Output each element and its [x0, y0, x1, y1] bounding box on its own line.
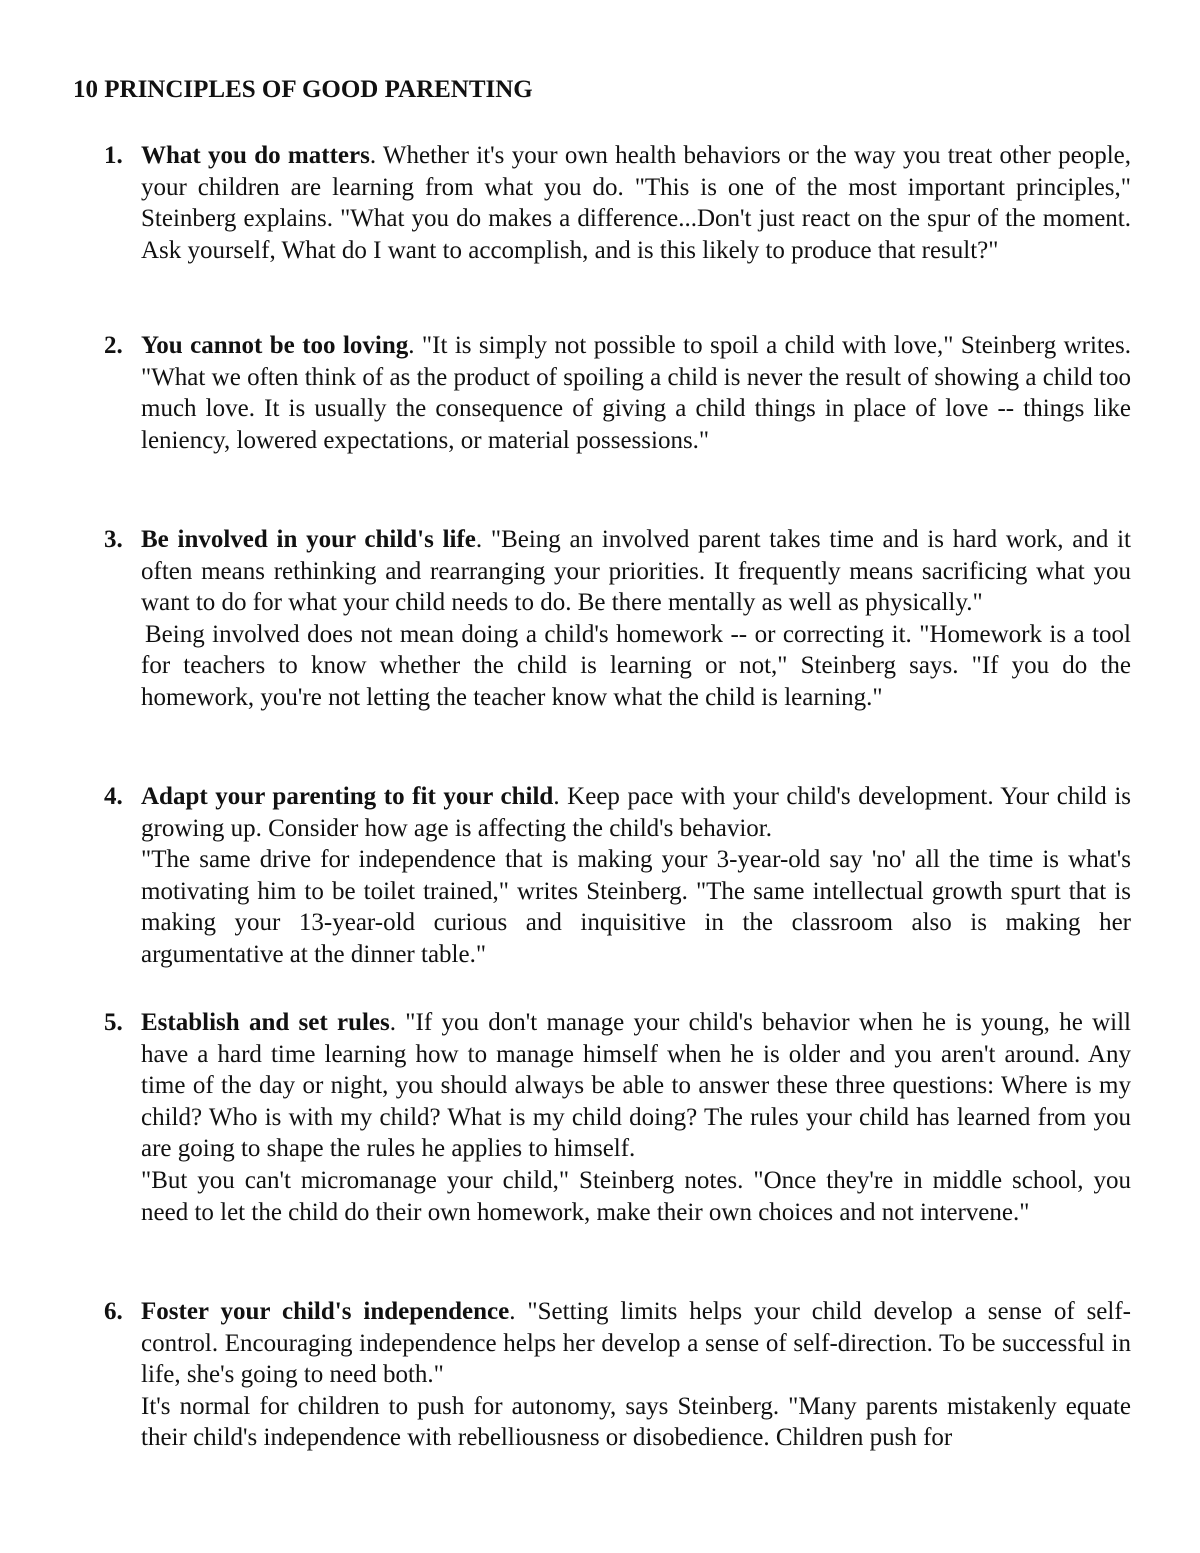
- item-continuation: Being involved does not mean doing a child's homework -- or correcting it. "Homework is a tool for teachers to know whether the child is learning or not," Steinberg says. "If you do the homework, you're not letting the teacher know what the child is learning.": [141, 620, 1131, 711]
- item-paragraph: [141, 1296, 1131, 1391]
- document-title: 10 PRINCIPLES OF GOOD PARENTING: [73, 76, 533, 103]
- item-paragraph: [141, 140, 1131, 266]
- item-body: . "Being an involved parent takes time and is hard work, and it often means rethinking and rearranging your priorities. It frequently means sacrificing what you want to do for what your child needs to do. Be there mentally as well as physically.": [141, 526, 1131, 617]
- item-paragraph: [141, 524, 1131, 619]
- item-paragraph: [141, 1007, 1131, 1165]
- item-body: . Keep pace with your child's development. Your child is growing up. Consider how age is affecting the child's behavior.: [141, 783, 1131, 842]
- item-heading: Foster your child's independence: [141, 1298, 510, 1325]
- item-continuation: "But you can't micromanage your child," Steinberg notes. "Once they're in middle school, you need to let the child do their own homework, make their own choices and not intervene.": [141, 1166, 1131, 1226]
- item-body: . Whether it's your own health behaviors or the way you treat other people, your children are learning from what you do. "This is one of the most important principles," Steinberg explains. "What you do makes a difference...Don't just react on the spur of the moment. Ask yourself, What do I want to accomplish, and is this likely to produce that result?": [141, 142, 1131, 264]
- item-number: 6.: [104, 1298, 123, 1325]
- item-text: [141, 1007, 1131, 1228]
- item-number: 4.: [104, 783, 123, 810]
- item-number: 2.: [104, 332, 123, 359]
- item-heading: Establish and set rules: [141, 1009, 390, 1036]
- item-continuation: It's normal for children to push for autonomy, says Steinberg. "Many parents mistakenly equate their child's independence with rebelliousness or disobedience. Children push for: [141, 1392, 1131, 1452]
- item-continuation: "The same drive for independence that is making your 3-year-old say 'no' all the time is what's motivating him to be toilet trained," writes Steinberg. "The same intellectual growth spurt that is making your 13-year-old curious and inquisitive in the classroom also is making her argumentative at the dinner table.": [141, 846, 1131, 968]
- item-number: 3.: [104, 526, 123, 553]
- item-paragraph: [141, 781, 1131, 844]
- item-body: . "Setting limits helps your child develop a sense of self-control. Encouraging independence helps her develop a sense of self-direction. To be successful in life, she's going to need both.": [141, 1298, 1132, 1389]
- item-heading: Adapt your parenting to fit your child: [141, 783, 554, 810]
- item-text: [141, 781, 1131, 971]
- item-text: [141, 1296, 1131, 1454]
- item-body: . "It is simply not possible to spoil a child with love," Steinberg writes. "What we often think of as the product of spoiling a child is never the result of showing a child too much love. It is usually the consequence of giving a child things in place of love -- things like leniency, lowered expectations, or material possessions.": [141, 332, 1131, 454]
- item-text: [141, 524, 1131, 714]
- item-paragraph: [141, 330, 1131, 456]
- item-text: [141, 330, 1131, 456]
- item-number: 1.: [104, 142, 123, 169]
- item-number: 5.: [104, 1009, 123, 1036]
- item-heading: Be involved in your child's life: [141, 526, 476, 553]
- item-text: [141, 140, 1131, 266]
- item-heading: What you do matters: [141, 142, 370, 169]
- item-heading: You cannot be too loving: [141, 332, 409, 359]
- item-body: . "If you don't manage your child's behavior when he is young, he will have a hard time learning how to manage himself when he is older and you aren't around. Any time of the day or night, you should always be able to answer these three questions: Where is my child? Who is with my child? What is my child doing? The rules your child has learned from you are going to shape the rules he applies to himself.: [141, 1009, 1131, 1163]
